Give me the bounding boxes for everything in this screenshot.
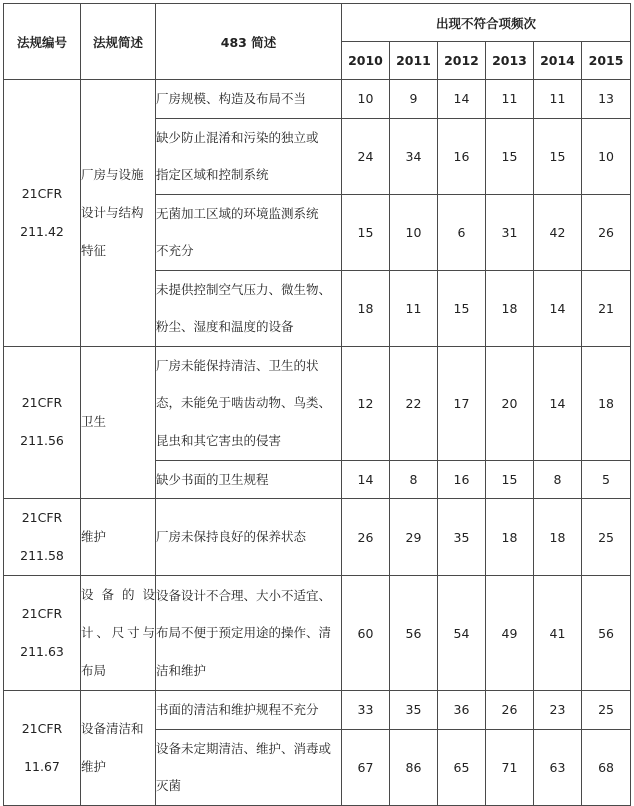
text-line: 特征 xyxy=(81,242,107,258)
frequency-value: 8 xyxy=(534,460,582,499)
frequency-value: 29 xyxy=(390,499,438,576)
frequency-value: 14 xyxy=(342,460,390,499)
regulation-code xyxy=(4,80,81,347)
regulation-table xyxy=(3,3,631,806)
frequency-value: 21 xyxy=(582,270,631,346)
text-line: 11.67 xyxy=(24,758,60,774)
text-line: 211.58 xyxy=(20,548,64,563)
frequency-value: 65 xyxy=(438,729,486,805)
finding-description xyxy=(156,346,342,460)
frequency-value: 18 xyxy=(534,499,582,576)
frequency-value: 49 xyxy=(486,576,534,691)
header-summary: 法规简述 xyxy=(81,4,156,80)
regulation-summary xyxy=(81,499,156,576)
frequency-value: 11 xyxy=(390,270,438,346)
header-year: 2012 xyxy=(438,42,486,80)
frequency-value: 15 xyxy=(486,118,534,194)
text-line: 维护 xyxy=(81,758,107,774)
frequency-value: 11 xyxy=(534,80,582,119)
frequency-value: 16 xyxy=(438,118,486,194)
text-line: 厂房规模、构造及布局不当 xyxy=(156,91,307,106)
text-line: 不充分 xyxy=(156,243,194,258)
frequency-value: 35 xyxy=(390,691,438,730)
finding-description xyxy=(156,576,342,691)
text-line: 布局 xyxy=(81,663,107,678)
text-line: 缺少书面的卫生规程 xyxy=(156,471,269,487)
frequency-value: 17 xyxy=(438,346,486,460)
frequency-value: 63 xyxy=(534,729,582,805)
regulation-summary xyxy=(81,346,156,499)
frequency-value: 36 xyxy=(438,691,486,730)
text-line: 态，未能免于啮齿动物、鸟类、 xyxy=(156,395,332,411)
text-line: 缺少防止混淆和污染的独立或 xyxy=(156,129,319,145)
frequency-value: 22 xyxy=(390,346,438,460)
frequency-value: 68 xyxy=(582,729,631,805)
regulation-summary xyxy=(81,576,156,691)
frequency-value: 18 xyxy=(342,270,390,346)
frequency-value: 10 xyxy=(342,80,390,119)
header-code: 法规编号 xyxy=(4,4,81,80)
frequency-value: 15 xyxy=(438,270,486,346)
text-line: 设备的设 xyxy=(81,587,155,602)
text-line: 灭菌 xyxy=(156,778,182,793)
frequency-value: 15 xyxy=(342,194,390,270)
frequency-value: 35 xyxy=(438,499,486,576)
frequency-value: 12 xyxy=(342,346,390,460)
frequency-value: 33 xyxy=(342,691,390,730)
finding-description xyxy=(156,729,342,805)
frequency-value: 56 xyxy=(582,576,631,691)
frequency-value: 25 xyxy=(582,691,631,730)
text-line: 211.42 xyxy=(20,223,64,239)
header-year: 2015 xyxy=(582,42,631,80)
regulation-code xyxy=(4,499,81,576)
frequency-value: 54 xyxy=(438,576,486,691)
frequency-value: 34 xyxy=(390,118,438,194)
header-frequency: 出现不符合项频次 xyxy=(342,4,631,42)
frequency-value: 60 xyxy=(342,576,390,691)
frequency-value: 18 xyxy=(486,270,534,346)
text-line: 无菌加工区域的环境监测系统 xyxy=(156,205,319,221)
finding-description xyxy=(156,80,342,119)
frequency-value: 20 xyxy=(486,346,534,460)
text-line: 卫生 xyxy=(81,414,107,430)
text-line: 厂房未保持良好的保养状态 xyxy=(156,529,307,545)
text-line: 211.56 xyxy=(20,433,64,449)
text-line: 21CFR xyxy=(21,510,63,525)
regulation-summary xyxy=(81,691,156,806)
frequency-value: 71 xyxy=(486,729,534,805)
frequency-value: 14 xyxy=(534,270,582,346)
table-row xyxy=(4,346,631,460)
text-line: 厂房与设施 xyxy=(81,166,144,182)
text-line: 设备设计不合理、大小不适宜、 xyxy=(156,587,332,603)
text-line: 布局不便于预定用途的操作、清 xyxy=(156,625,332,641)
table-header xyxy=(4,4,631,80)
frequency-value: 16 xyxy=(438,460,486,499)
frequency-value: 41 xyxy=(534,576,582,691)
finding-description xyxy=(156,499,342,576)
header-year: 2011 xyxy=(390,42,438,80)
frequency-value: 24 xyxy=(342,118,390,194)
table-row xyxy=(4,576,631,691)
text-line: 设备未定期清洁、维护、消毒或 xyxy=(156,740,332,756)
frequency-value: 56 xyxy=(390,576,438,691)
table-row xyxy=(4,80,631,119)
regulation-code xyxy=(4,691,81,806)
frequency-value: 10 xyxy=(390,194,438,270)
frequency-value: 9 xyxy=(390,80,438,119)
frequency-value: 13 xyxy=(582,80,631,119)
frequency-value: 15 xyxy=(486,460,534,499)
text-line: 昆虫和其它害虫的侵害 xyxy=(156,432,282,448)
text-line: 21CFR xyxy=(21,720,63,736)
regulation-code xyxy=(4,576,81,691)
frequency-value: 18 xyxy=(582,346,631,460)
header-year: 2010 xyxy=(342,42,390,80)
frequency-value: 14 xyxy=(534,346,582,460)
text-line: 厂房未能保持清洁、卫生的状 xyxy=(156,357,319,373)
frequency-value: 25 xyxy=(582,499,631,576)
frequency-value: 8 xyxy=(390,460,438,499)
frequency-value: 26 xyxy=(486,691,534,730)
frequency-value: 6 xyxy=(438,194,486,270)
frequency-value: 14 xyxy=(438,80,486,119)
finding-description xyxy=(156,194,342,270)
frequency-value: 23 xyxy=(534,691,582,730)
text-line: 设计与结构 xyxy=(81,204,144,220)
header-year: 2014 xyxy=(534,42,582,80)
finding-description xyxy=(156,460,342,499)
finding-description xyxy=(156,270,342,346)
regulation-code xyxy=(4,346,81,499)
frequency-value: 31 xyxy=(486,194,534,270)
header-year: 2013 xyxy=(486,42,534,80)
text-line: 粉尘、湿度和温度的设备 xyxy=(156,319,294,334)
frequency-value: 11 xyxy=(486,80,534,119)
frequency-value: 15 xyxy=(534,118,582,194)
text-line: 计、尺寸与 xyxy=(81,625,155,640)
regulation-summary xyxy=(81,80,156,347)
frequency-value: 26 xyxy=(582,194,631,270)
text-line: 洁和维护 xyxy=(156,662,207,678)
text-line: 设备清洁和 xyxy=(81,720,144,736)
text-line: 指定区域和控制系统 xyxy=(156,167,269,182)
text-line: 211.63 xyxy=(20,644,64,659)
header-483-item: 483 简述 xyxy=(156,4,342,80)
table-row xyxy=(4,499,631,576)
finding-description xyxy=(156,118,342,194)
frequency-value: 5 xyxy=(582,460,631,499)
frequency-value: 42 xyxy=(534,194,582,270)
text-line: 21CFR xyxy=(21,395,63,411)
text-line: 未提供控制空气压力、微生物、 xyxy=(156,281,332,297)
finding-description xyxy=(156,691,342,730)
frequency-value: 86 xyxy=(390,729,438,805)
frequency-value: 67 xyxy=(342,729,390,805)
frequency-value: 10 xyxy=(582,118,631,194)
frequency-value: 18 xyxy=(486,499,534,576)
frequency-value: 26 xyxy=(342,499,390,576)
text-line: 书面的清洁和维护规程不充分 xyxy=(156,702,319,717)
text-line: 21CFR xyxy=(21,185,63,201)
table-row xyxy=(4,691,631,730)
text-line: 21CFR xyxy=(21,606,63,621)
table-body xyxy=(4,80,631,806)
text-line: 维护 xyxy=(81,529,107,544)
